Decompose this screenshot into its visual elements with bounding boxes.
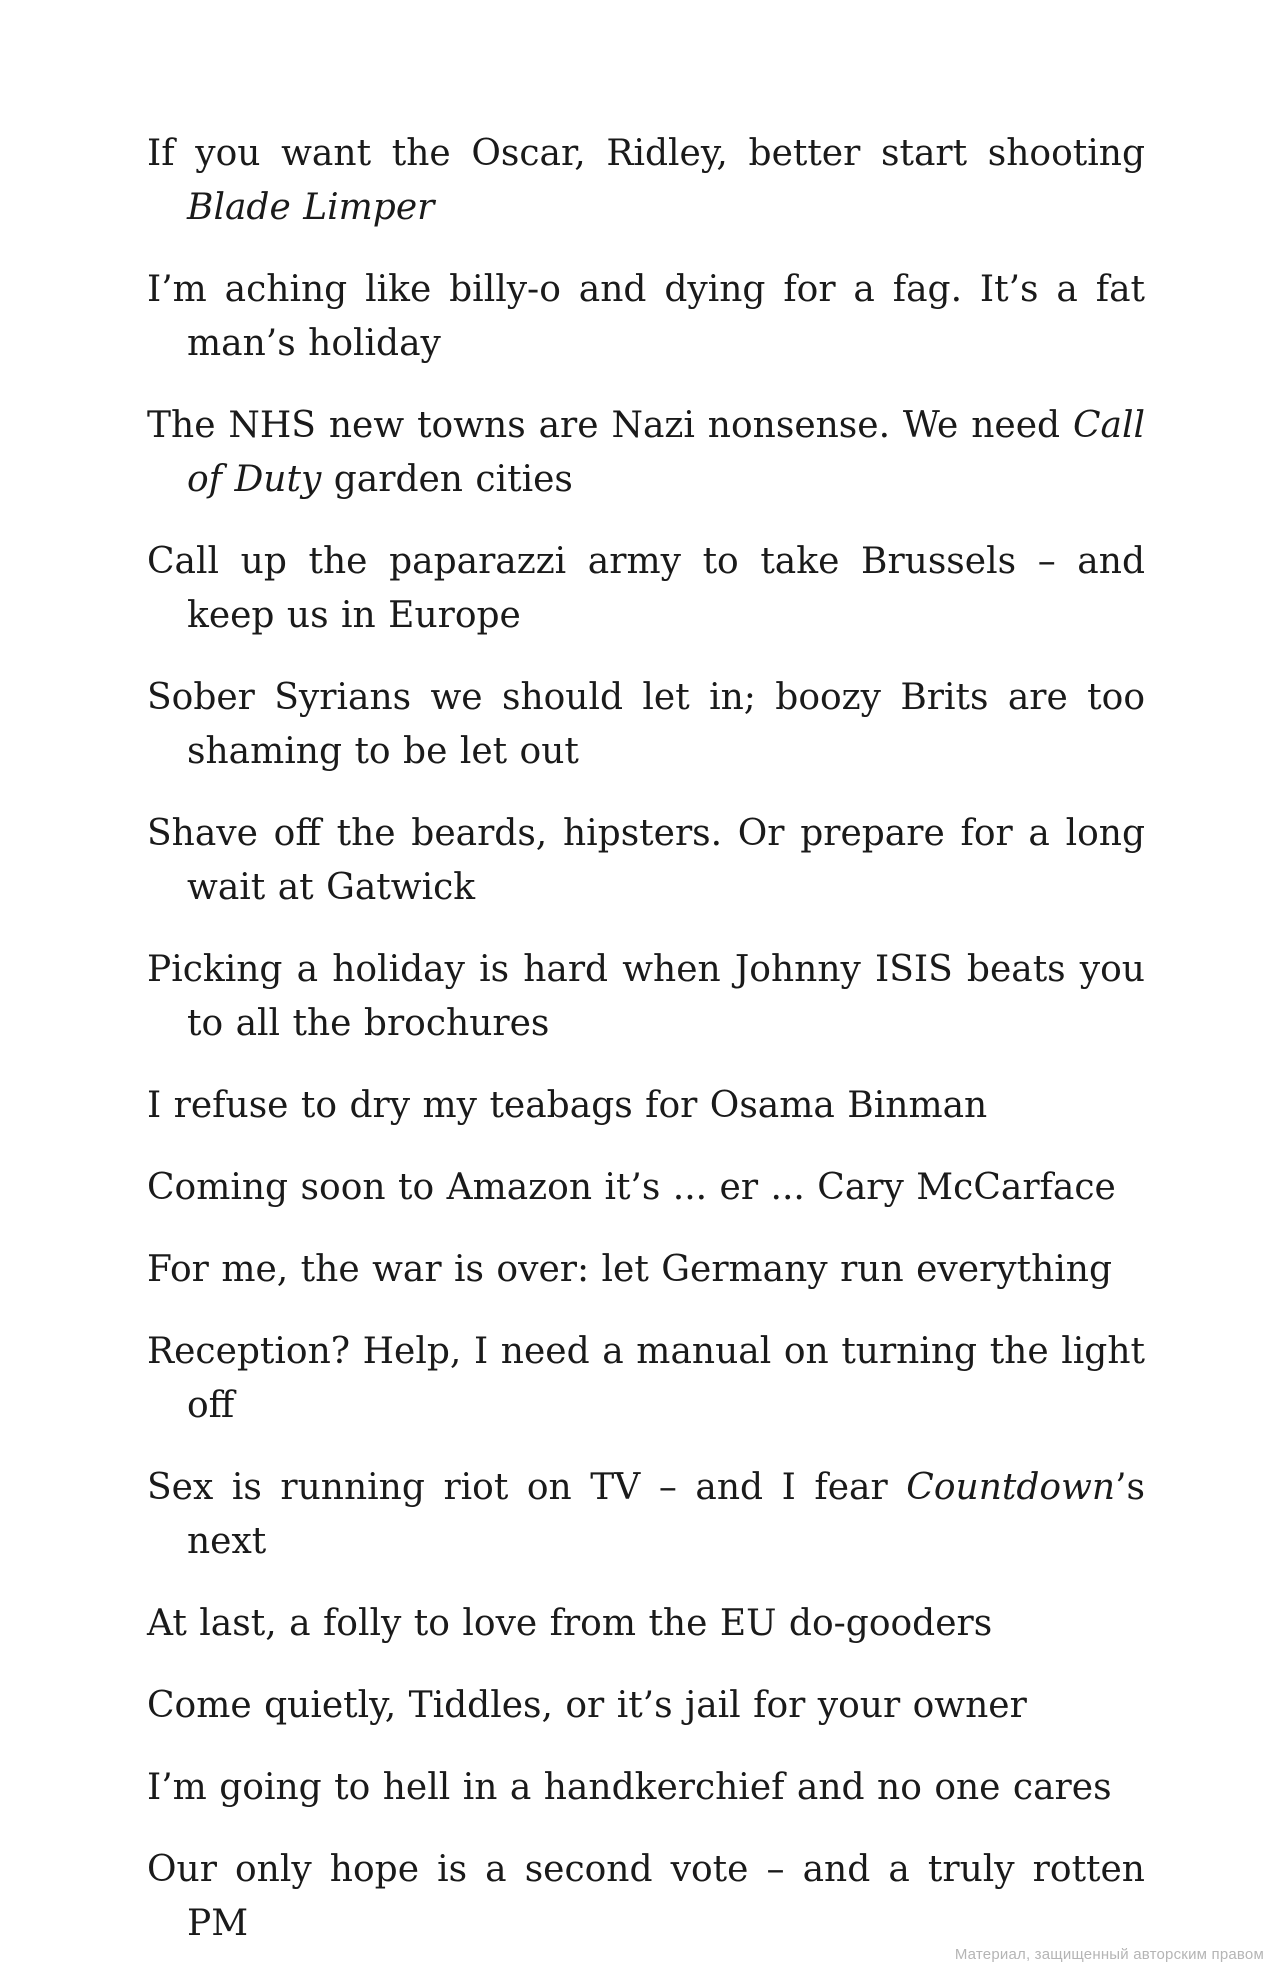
- entry-text: Sex is running riot on TV – and I fear: [147, 1467, 907, 1508]
- entry-text: For me, the war is over: let Germany run everything: [147, 1249, 1113, 1290]
- entry-text: Coming soon to Amazon it’s ... er ... Cary McCarface: [147, 1167, 1116, 1208]
- entry-text: I’m aching like billy-o and dying for a fag. It’s a fat man’s holiday: [147, 269, 1145, 364]
- headline-entry: [147, 1243, 1145, 1297]
- copyright-watermark: Материал, защищенный авторским правом: [954, 1946, 1264, 1963]
- headline-entry: [147, 671, 1145, 779]
- headline-entry: [147, 127, 1145, 235]
- headline-entry: [147, 1597, 1145, 1651]
- headline-entry: [147, 1843, 1145, 1951]
- headline-entry: [147, 1461, 1145, 1569]
- entry-text: Call up the paparazzi army to take Brussels – and keep us in Europe: [147, 541, 1145, 636]
- entry-italic-title: Blade Limper: [187, 187, 435, 228]
- entry-italic-title: Countdown: [906, 1467, 1116, 1508]
- entry-text: I refuse to dry my teabags for Osama Binman: [147, 1085, 988, 1126]
- entry-text: I’m going to hell in a handkerchief and no one cares: [147, 1767, 1112, 1808]
- headline-entry: [147, 1079, 1145, 1133]
- headline-entry: [147, 943, 1145, 1051]
- entry-text-tail: ’s next: [187, 1467, 1145, 1562]
- entry-text: Reception? Help, I need a manual on turning the light off: [147, 1331, 1145, 1426]
- entry-text: If you want the Oscar, Ridley, better start shooting: [147, 133, 1145, 174]
- page-body: [147, 127, 1145, 1979]
- headline-entry: [147, 807, 1145, 915]
- entry-text: Come quietly, Tiddles, or it’s jail for your owner: [147, 1685, 1027, 1726]
- headline-entry: [147, 399, 1145, 507]
- entry-text: Sober Syrians we should let in; boozy Brits are too shaming to be let out: [147, 677, 1145, 772]
- entry-italic-title: Call of Duty: [187, 405, 1145, 500]
- entry-text: Our only hope is a second vote – and a truly rotten PM: [147, 1849, 1145, 1944]
- entry-text: At last, a folly to love from the EU do-gooders: [147, 1603, 993, 1644]
- headline-entry: [147, 1325, 1145, 1433]
- entry-text: The NHS new towns are Nazi nonsense. We need: [147, 405, 1073, 446]
- headline-entry: [147, 1679, 1145, 1733]
- headline-entry: [147, 1161, 1145, 1215]
- entry-text: Shave off the beards, hipsters. Or prepare for a long wait at Gatwick: [147, 813, 1145, 908]
- headline-entry: [147, 535, 1145, 643]
- headline-entry: [147, 1761, 1145, 1815]
- entry-text-tail: garden cities: [321, 459, 573, 500]
- entry-text: Picking a holiday is hard when Johnny ISIS beats you to all the brochures: [147, 949, 1145, 1044]
- headline-entry: [147, 263, 1145, 371]
